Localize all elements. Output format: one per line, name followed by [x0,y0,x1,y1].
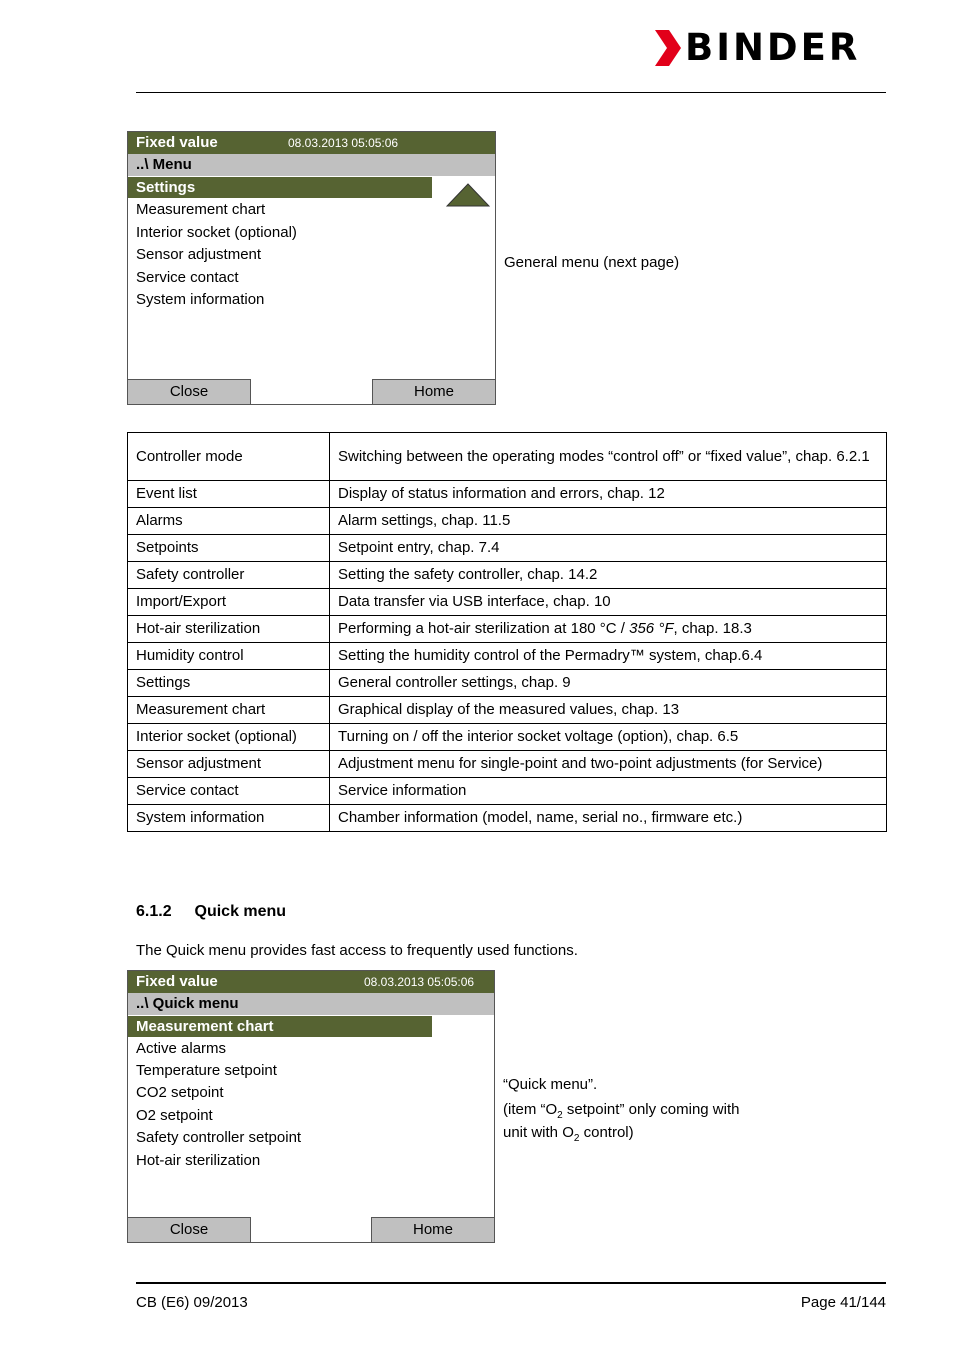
table-item: Measurement chart [128,697,330,724]
table-desc: Setting the humidity control of the Permadry™ system, chap.6.4 [330,643,887,670]
quick-menu-path[interactable] [128,993,494,1015]
footer-page-number: Page 41/144 [800,1294,886,1311]
menu-description-table [127,432,887,832]
menu-screen [127,131,496,405]
table-desc: Setting the safety controller, chap. 14.2 [330,562,887,589]
menu-item-settings[interactable] [128,177,432,198]
table-row [128,724,887,751]
caption-text: (item “O [503,1101,558,1118]
table-item: Event list [128,481,330,508]
menu-item-system-information[interactable]: System information [136,291,265,308]
table-desc [330,616,887,643]
table-desc: Switching between the operating modes “control off” or “fixed value”, chap. 6.2.1 [330,433,887,481]
caption-text: control) [579,1124,634,1141]
footer-rule [136,1282,886,1284]
table-item: Sensor adjustment [128,751,330,778]
table-desc: Turning on / off the interior socket voltage (option), chap. 6.5 [330,724,887,751]
up-arrow-icon[interactable] [446,183,490,207]
menu-item-sensor-adjustment[interactable]: Sensor adjustment [136,246,262,263]
screen-datetime: 08.03.2013 05:05:06 [288,136,399,150]
quick-item-active-alarms[interactable]: Active alarms [136,1040,227,1057]
table-desc-text: Performing a hot-air sterilization at 180 °C / [338,620,630,637]
screen-title: Fixed value [136,973,218,990]
quick-item-co2-setpoint[interactable]: CO2 setpoint [136,1084,224,1101]
footer-doc-id: CB (E6) 09/2013 [136,1294,248,1311]
table-desc: General controller settings, chap. 9 [330,670,887,697]
quick-item-safety-controller-setpoint[interactable]: Safety controller setpoint [136,1129,302,1146]
table-desc: Graphical display of the measured values, chap. 13 [330,697,887,724]
table-item: System information [128,805,330,832]
caption-line [503,1124,739,1147]
table-desc: Chamber information (model, name, serial no., firmware etc.) [330,805,887,832]
table-desc: Service information [330,778,887,805]
table-item: Safety controller [128,562,330,589]
menu-caption: General menu (next page) [504,254,680,271]
section-heading [136,903,286,921]
table-item: Import/Export [128,589,330,616]
table-item: Interior socket (optional) [128,724,330,751]
close-button[interactable]: Close [128,379,251,404]
quick-item-measurement-chart[interactable] [128,1016,432,1037]
table-desc-italic: 356 °F [629,620,674,637]
quick-item-temperature-setpoint[interactable]: Temperature setpoint [136,1062,277,1079]
close-button[interactable]: Close [128,1217,251,1242]
caption-text: unit with O [503,1124,574,1141]
table-item: Service contact [128,778,330,805]
screen-header [128,132,495,154]
table-item: Controller mode [128,433,330,481]
quick-item-o2-setpoint[interactable]: O2 setpoint [136,1107,213,1124]
table-desc: Setpoint entry, chap. 7.4 [330,535,887,562]
table-row [128,697,887,724]
menu-item-measurement-chart[interactable]: Measurement chart [136,201,266,218]
quick-menu-screen [127,970,495,1243]
quick-item-label: Measurement chart [136,1018,274,1035]
table-desc: Display of status information and errors, chap. 12 [330,481,887,508]
caption-subscript: 2 [557,1110,563,1121]
caption-text: setpoint” only coming with [562,1101,740,1118]
quick-menu-caption [503,1076,739,1147]
section-title: Quick menu [194,903,287,920]
table-row [128,535,887,562]
menu-path[interactable] [128,154,495,176]
table-row [128,778,887,805]
home-button[interactable]: Home [372,379,495,404]
table-desc: Data transfer via USB interface, chap. 10 [330,589,887,616]
table-row [128,805,887,832]
caption-subscript: 2 [573,1133,580,1144]
caption-line: “Quick menu”. [503,1076,598,1093]
home-button[interactable]: Home [371,1217,494,1242]
binder-logo [655,26,887,69]
menu-path-label: ..\ Menu [136,156,192,173]
table-item: Alarms [128,508,330,535]
menu-item-service-contact[interactable]: Service contact [136,269,239,286]
section-number: 6.1.2 [136,903,172,920]
table-desc: Alarm settings, chap. 11.5 [330,508,887,535]
binder-logo-mark-icon [655,30,681,66]
table-item: Setpoints [128,535,330,562]
table-row [128,670,887,697]
table-item: Humidity control [128,643,330,670]
table-row [128,508,887,535]
table-item: Hot-air sterilization [128,616,330,643]
table-row [128,616,887,643]
table-row [128,643,887,670]
screen-header [128,971,494,993]
menu-item-label: Settings [136,179,196,196]
table-desc: Adjustment menu for single-point and two-point adjustments (for Service) [330,751,887,778]
header-rule [136,92,886,93]
screen-datetime: 08.03.2013 05:05:06 [364,975,475,989]
section-intro: The Quick menu provides fast access to frequently used functions. [136,942,578,959]
table-item: Settings [128,670,330,697]
table-row [128,481,887,508]
quick-item-hot-air-sterilization[interactable]: Hot-air sterilization [136,1152,261,1169]
table-row [128,589,887,616]
caption-line [503,1101,739,1124]
table-desc-text: , chap. 18.3 [673,620,752,637]
quick-menu-path-label: ..\ Quick menu [136,995,239,1012]
table-row [128,433,887,481]
table-row [128,562,887,589]
brand-name: BINDER [685,26,861,69]
menu-item-interior-socket[interactable]: Interior socket (optional) [136,224,297,241]
screen-title: Fixed value [136,134,218,151]
table-row [128,751,887,778]
